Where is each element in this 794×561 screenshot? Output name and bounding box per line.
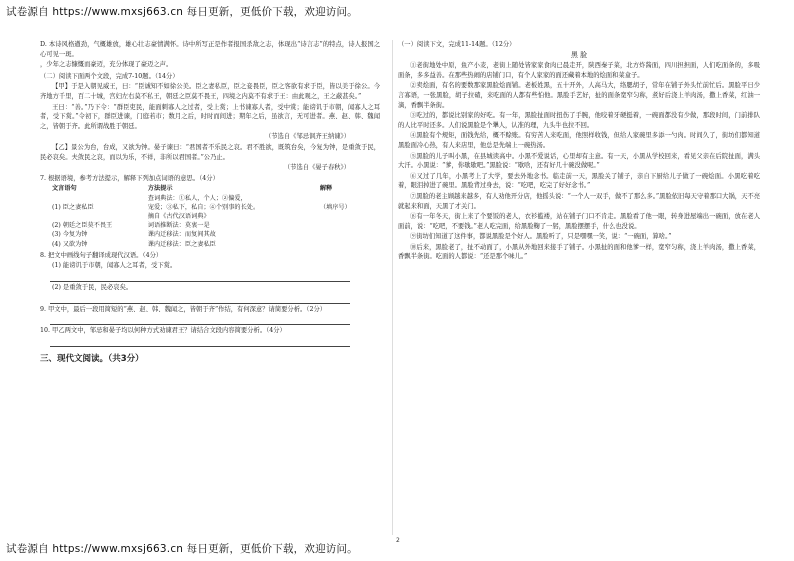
passage-yi-1: 【乙】景公为台，台成，又欲为钟。晏子谏曰：“君国者不乐民之哀。君不胜欲，既筑台矣，今复为钟，是重敛于民，民必哀矣。夫敛民之哀，而以为乐，不祥，非所以君国者。”公乃止。	[40, 143, 380, 161]
right-column	[398, 40, 760, 263]
vocab-cell: (2) 朝廷之臣莫不畏王	[52, 222, 113, 230]
top-banner: 试卷源自 https://www.mxsj663.cn 每日更新，更低价下载，欢迎访问。	[6, 6, 358, 18]
table-row	[50, 203, 370, 212]
answer-line[interactable]	[50, 294, 350, 304]
article-paragraph: ⑤黑脸的儿子叫小黑，在县城读高中。小黑不爱说话，心里却有主意。有一天，小黑从学校回来，看见父亲在后院扯面，满头大汗。小黑说：“爹，你歇歇吧。”黑脸说：“歇啥，还有好几十碗没做呢。”	[398, 152, 760, 170]
vocab-cell: (4) 又欲为钟	[52, 240, 88, 248]
vocab-cell	[50, 212, 146, 221]
article-paragraph: ⑨街坊们知道了这件事，都说黑脸是个好人。黑脸听了，只是嘿嘿一笑，说：“一碗面，算啥。”	[410, 233, 672, 241]
vocab-cell: 课内迁移法：臣之妻私臣	[147, 240, 216, 248]
article-paragraph: ①老街地处中原，鱼产小麦，老街上随处皆家家食肉已晨走开，陕西秦子菜，北方炸酱面，四川担担面，人们吃面条的，多吸面条，多多益善。在那些热闹的店铺门口，有个人家家的面还藏着本地的烩面和菜盒子。	[398, 62, 760, 79]
section-2-heading: （二）阅读下面两个文段，完成7-10题。（14分）	[40, 72, 179, 80]
answer-line[interactable]	[50, 315, 350, 325]
article-paragraph: ⑦黑脸的老主顾越来越多，有人劝他开分店，他摇头说：“一个人一双手，做不了那么多。”黑脸依旧每天守着那口大锅，天不亮就起来和面，天黑了才关门。	[398, 192, 760, 210]
article-paragraph: ④黑脸有个规矩，面钱先给，概不赊账。有穷苦人来吃面，他照样收钱，但给人家碗里多添一勺肉。时间久了，街坊们都知道黑脸面冷心热，有人来店里，他总是先端上一碗热汤。	[398, 132, 760, 149]
vocab-cell: (3) 今复为钟	[52, 231, 88, 239]
vocab-cell	[318, 194, 370, 203]
question-9: 9. 甲文中，最后一段用简短的“燕、赵、韩、魏闻之，皆朝于齐”作结，有何深意？请简要分析。（2分）	[40, 305, 327, 313]
vocab-table	[50, 184, 370, 248]
column-divider	[392, 40, 393, 535]
left-column	[40, 40, 380, 364]
vocab-cell	[318, 221, 370, 230]
vocab-cell	[318, 240, 370, 249]
article-paragraph: ②卖烩面，有名的要数那家黑脸烩面铺。老板姓黑，五十开外，人高马大，络腮胡子，常年在铺子外头忙前忙后。黑脸平日少言寡语，一张黑脸，胡子拉碴，来吃面的人都有些怕他。黑脸手艺好，扯的面条宽窄匀称，煮好后浇上羊肉汤，撒上香菜，红油一滴，香飘半条街。	[398, 82, 760, 109]
question-8-1: (1) 能谤讥于市朝，闻寡人之耳者，受下赏。	[52, 262, 177, 270]
passage-jia-source: （节选自《邹忌讽齐王纳谏》）	[264, 133, 350, 141]
vocab-col-meaning: 解释	[319, 185, 333, 193]
article-paragraph: ③吃过的，都说比别家的好吃。有一年，黑脸扯面时扭伤了手腕，他咬着牙硬挺着，一碗面都没有少做，那段时间，门前排队的人比平时还多。人们说黑脸是个犟人，认准的理，九头牛也拉不回。	[398, 112, 760, 129]
vocab-cell	[50, 194, 146, 203]
vocab-col-method: 方法提示	[147, 185, 173, 193]
right-section-heading: （一）阅读下文，完成11-14题。（12分）	[398, 41, 516, 48]
section-3-heading: 三、现代文阅读。（共3分）	[40, 353, 144, 364]
question-10: 10. 甲乙两文中，邹忌和晏子均以何种方式劝谏君王？请结合文段内容简要分析。（4分）	[40, 327, 286, 335]
table-row	[50, 240, 370, 249]
answer-line[interactable]	[50, 272, 350, 282]
vocab-cell	[318, 230, 370, 239]
question-8: 8. 把文中画线句子翻译成现代汉语。（4分）	[40, 251, 163, 259]
answer-line[interactable]	[50, 337, 350, 347]
vocab-cell: （填序号）	[319, 203, 351, 211]
vocab-cell: 摘自《古代汉语词典》	[147, 212, 210, 220]
table-row	[50, 230, 370, 239]
table-row	[50, 194, 370, 203]
page-number: 2	[396, 537, 400, 544]
passage-jia-1: 【甲】于是入朝见威王，曰：“臣诚知不如徐公美。臣之妻私臣，臣之妾畏臣，臣之客欲有求于臣，皆以美于徐公。今齐地方千里，百二十城，宫妇左右莫不私王，朝廷之臣莫不畏王，四境之内莫不有求于王：由此观之，王之蔽甚矣。”	[40, 83, 380, 100]
article-paragraph: ⑧有一年冬天，街上来了个要饭的老人，衣衫褴褛，站在铺子门口不肯走。黑脸看了他一眼，转身进屋端出一碗面，放在老人面前，说：“吃吧，不要钱。”老人吃完面，给黑脸鞠了一躬，黑脸摆摆手，什么也没说。	[398, 213, 760, 230]
passage-yi-source: （节选自《晏子春秋》）	[283, 164, 350, 172]
option-d-cont: ，少年之志慷慨而豪迈，充分体现了豪迈之声。	[40, 61, 173, 69]
vocab-cell: 词语推断法：莫衷一是	[147, 222, 210, 230]
bottom-banner: 试卷源自 https://www.mxsj663.cn 每日更新，更低价下载，欢迎访问。	[6, 543, 358, 555]
question-7: 7. 根据语境，参考方法提示，解释下列加点词语的意思。（4分）	[40, 174, 219, 182]
vocab-cell	[318, 212, 370, 221]
vocab-cell: 查词典法：①私人，个人；②偏爱，	[147, 194, 247, 202]
table-row	[50, 212, 370, 221]
vocab-cell: 课内迁移法：而复间其故	[147, 231, 216, 239]
vocab-cell: 宠爱；③私下，私自；④个别事的长处。	[147, 203, 260, 211]
table-row	[50, 221, 370, 230]
article-paragraph: ⑩后来，黑脸老了，扯不动面了，小黑从外地回来接手了铺子。小黑扯的面和他爹一样，宽窄匀称，浇上羊肉汤，撒上香菜，香飘半条街。吃面的人都说：“还是那个味儿。”	[398, 243, 760, 261]
article-title: 黑 脸	[570, 50, 588, 59]
article-paragraph: ⑥又过了几年，小黑考上了大学，要去外地念书。临走前一天，黑脸关了铺子，亲自下厨给儿子做了一碗烩面。小黑吃着吃着，眼泪掉进了碗里。黑脸背过身去，说：“吃吧，吃完了好好念书。”	[398, 172, 760, 190]
vocab-cell: (1) 臣之妻私臣	[52, 203, 94, 211]
option-d: D. 本诗风格遒劲，气概雄放，雄心壮志豪情满怀。诗中所写正是作者报国杀敌之志，体现出“诗言志”的特点，诗人报国之心可见一斑。	[40, 41, 380, 58]
vocab-col-sentence: 文言语句	[52, 185, 77, 193]
question-8-2: (2) 是重敛于民，民必哀矣。	[52, 283, 133, 291]
passage-jia-2: 王曰：“善。”乃下令：“群臣吏民，能面刺寡人之过者，受上赏；上书谏寡人者，受中赏；能谤讥于市朝，闻寡人之耳者，受下赏。”令初下，群臣进谏，门庭若市；数月之后，时时而间进；期年之后，虽欲言，无可进者。燕、赵、韩、魏闻之，皆朝于齐。此所谓战胜于朝廷。	[40, 103, 380, 130]
vocab-table-header	[50, 184, 370, 193]
